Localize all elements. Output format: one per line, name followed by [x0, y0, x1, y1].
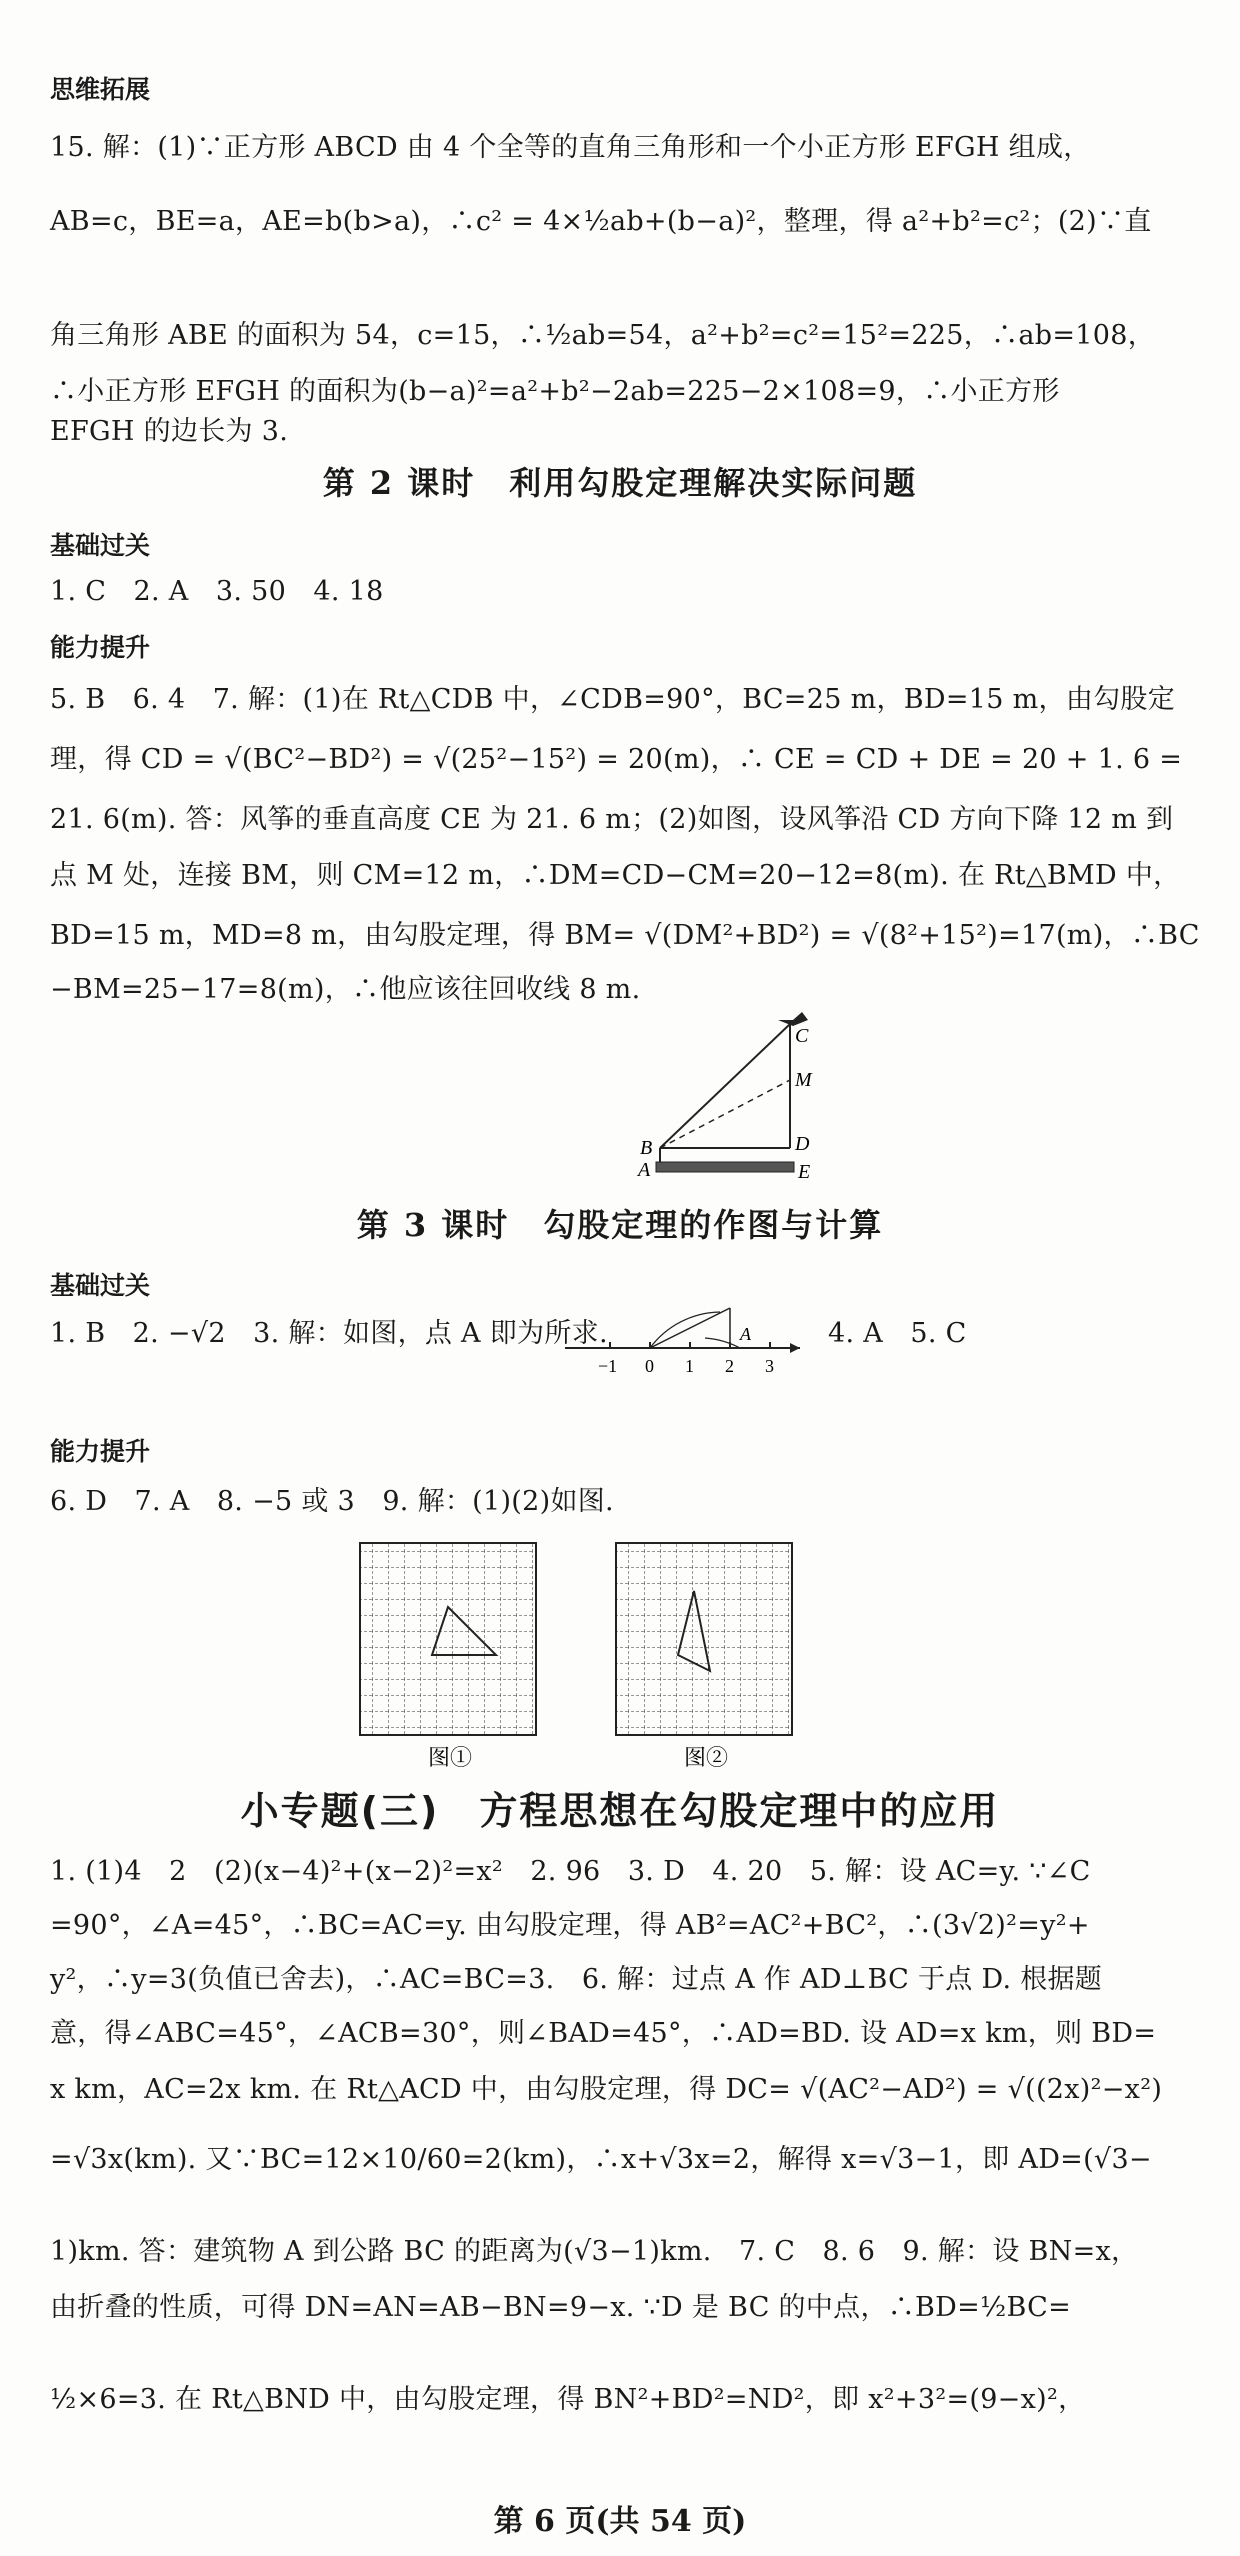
text-line: =90°，∠A=45°，∴BC=AC=y. 由勾股定理，得 AB²=AC²+BC²，∴(3√2)²=y²+: [50, 1910, 1090, 1941]
label-c: C: [795, 1025, 809, 1047]
tick-label: 3: [765, 1356, 774, 1376]
text-line: 点 M 处，连接 BM，则 CM=12 m，∴DM=CD−CM=20−12=8(m). 在 Rt△BMD 中，: [50, 860, 1181, 891]
figure-caption-1: 图①: [428, 1745, 473, 1770]
text-line: 5. B 6. 4 7. 解：(1)在 Rt△CDB 中，∠CDB=90°，BC=25 m，BD=15 m，由勾股定: [50, 684, 1176, 715]
text-line: 意，得∠ABC=45°，∠ACB=30°，则∠BAD=45°，∴AD=BD. 设 AD=x km，则 BD=: [50, 2018, 1157, 2049]
text-line: 由折叠的性质，可得 DN=AN=AB−BN=9−x. ∵D 是 BC 的中点，∴BD=½BC=: [50, 2292, 1072, 2323]
text-line: 1)km. 答：建筑物 A 到公路 BC 的距离为(√3−1)km. 7. C 8. 6 9. 解：设 BN=x，: [50, 2236, 1139, 2267]
text-line: AB=c，BE=a，AE=b(b>a)，∴c² = 4×½ab+(b−a)²，整理，得 a²+b²=c²；(2)∵直: [50, 206, 1152, 237]
lesson-title-3: 第 3 课时 勾股定理的作图与计算: [356, 1206, 884, 1244]
topic-title-3: 小专题(三) 方程思想在勾股定理中的应用: [240, 1789, 1000, 1833]
text-line: EFGH 的边长为 3.: [50, 416, 289, 447]
kite-diagram: [630, 1000, 830, 1200]
number-line-diagram: [560, 1300, 810, 1380]
tick-label: 1: [685, 1356, 694, 1376]
label-d: D: [795, 1133, 810, 1155]
text-line: −BM=25−17=8(m)，∴他应该往回收线 8 m.: [50, 974, 641, 1005]
tick-label: −1: [598, 1356, 618, 1376]
label-e: E: [798, 1161, 811, 1183]
text-line: =√3x(km). 又∵BC=12×10/60=2(km)，∴x+√3x=2，解得 x=√3−1，即 AD=(√3−: [50, 2144, 1152, 2175]
text-line: x km，AC=2x km. 在 Rt△ACD 中，由勾股定理，得 DC= √(AC²−AD²) = √((2x)²−x²): [50, 2074, 1163, 2105]
label-b: B: [640, 1137, 653, 1159]
text-line: y²，∴y=3(负值已舍去)，∴AC=BC=3. 6. 解：过点 A 作 AD⊥BC 于点 D. 根据题: [50, 1964, 1103, 1995]
label-a: A: [740, 1324, 751, 1344]
text-line: 1. (1)4 2 (2)(x−4)²+(x−2)²=x² 2. 96 3. D 4. 20 5. 解：设 AC=y. ∵∠C: [50, 1856, 1091, 1887]
lesson-title-2: 第 2 课时 利用勾股定理解决实际问题: [322, 464, 918, 502]
figure-caption-2: 图②: [684, 1745, 729, 1770]
text-line: 21. 6(m). 答：风筝的垂直高度 CE 为 21. 6 m；(2)如图，设风筝沿 CD 方向下降 12 m 到: [50, 804, 1174, 835]
section-heading-siwei: 思维拓展: [50, 75, 151, 104]
answer-line: 1. C 2. A 3. 50 4. 18: [50, 576, 384, 607]
grid-diagrams: [340, 1535, 820, 1775]
label-m: M: [795, 1069, 812, 1091]
answer-line: 6. D 7. A 8. −5 或 3 9. 解：(1)(2)如图.: [50, 1486, 614, 1517]
page-footer: 第 6 页(共 54 页): [493, 2504, 747, 2539]
text-line: BD=15 m，MD=8 m，由勾股定理，得 BM= √(DM²+BD²) = √(8²+15²)=17(m)，∴BC: [50, 920, 1200, 951]
text-line: 理，得 CD = √(BC²−BD²) = √(25²−15²) = 20(m)，∴ CE = CD + DE = 20 + 1. 6 =: [50, 744, 1183, 775]
section-heading-nengli: 能力提升: [50, 1437, 151, 1466]
section-heading-jichu: 基础过关: [50, 1271, 151, 1300]
text-line: ∴小正方形 EFGH 的面积为(b−a)²=a²+b²−2ab=225−2×108=9，∴小正方形: [50, 376, 1060, 407]
section-heading-nengli: 能力提升: [50, 633, 151, 662]
text-line: ½×6=3. 在 Rt△BND 中，由勾股定理，得 BN²+BD²=ND²，即 x²+3²=(9−x)²，: [50, 2384, 1086, 2415]
answer-line: 4. A 5. C: [828, 1318, 967, 1349]
answer-line: 1. B 2. −√2 3. 解：如图，点 A 即为所求.: [50, 1318, 608, 1349]
text-line: 15. 解：(1)∵正方形 ABCD 由 4 个全等的直角三角形和一个小正方形 EFGH 组成，: [50, 132, 1091, 163]
tick-label: 2: [725, 1356, 734, 1376]
text-line: 角三角形 ABE 的面积为 54，c=15，∴½ab=54，a²+b²=c²=15²=225，∴ab=108，: [50, 320, 1156, 351]
tick-label: 0: [645, 1356, 654, 1376]
kite-icon: [778, 1012, 808, 1026]
section-heading-jichu: 基础过关: [50, 531, 151, 560]
label-a: A: [638, 1159, 651, 1181]
